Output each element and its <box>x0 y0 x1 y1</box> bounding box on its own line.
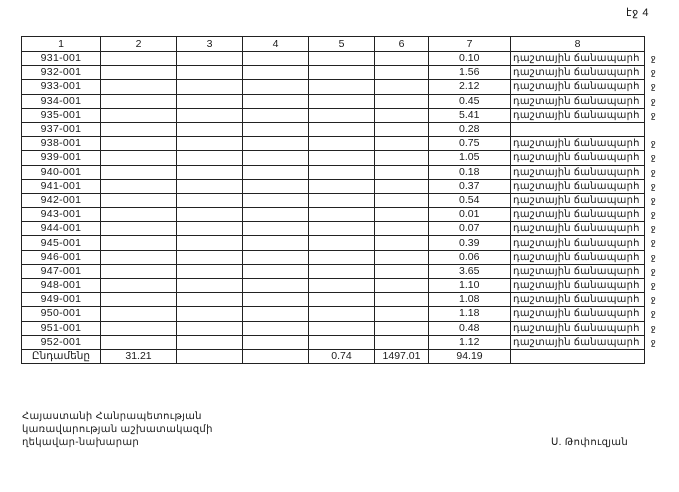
cell-col6 <box>375 264 429 278</box>
cell-col2 <box>101 165 177 179</box>
cell-col5 <box>309 165 375 179</box>
cell-area: 0.48 <box>429 321 511 335</box>
col-header-1: 1 <box>22 37 101 52</box>
cell-col6 <box>375 122 429 136</box>
cell-area: 1.18 <box>429 307 511 321</box>
cell-col6 <box>375 151 429 165</box>
land-use-suffix: ջ <box>650 308 656 319</box>
cell-col5 <box>309 236 375 250</box>
land-use-text: դաշտային ճանապարհ <box>513 194 640 206</box>
col-header-5: 5 <box>309 37 375 52</box>
cell-col6 <box>375 208 429 222</box>
cell-col2 <box>101 307 177 321</box>
cell-col3 <box>177 222 243 236</box>
signatory-title-line2: կառավարության աշխատակազմի <box>22 424 213 435</box>
signatory-title <box>22 410 213 449</box>
cell-parcel-id: 950-001 <box>22 307 101 321</box>
land-table <box>21 36 656 364</box>
land-use-text: դաշտային ճանապարհ <box>513 265 640 277</box>
cell-parcel-id: 952-001 <box>22 335 101 349</box>
cell-col3 <box>177 208 243 222</box>
cell-col3 <box>177 193 243 207</box>
cell-area: 1.56 <box>429 66 511 80</box>
cell-col4 <box>243 179 309 193</box>
cell-col5 <box>309 122 375 136</box>
cell-parcel-id: 931-001 <box>22 52 101 66</box>
cell-land-use <box>511 335 656 349</box>
land-use-suffix: ջ <box>650 180 656 191</box>
cell-col4 <box>243 80 309 94</box>
total-col3 <box>177 349 243 363</box>
signatory-name: Ս. Թոփուզյան <box>551 437 628 448</box>
table-row <box>22 193 645 207</box>
cell-parcel-id: 943-001 <box>22 208 101 222</box>
cell-parcel-id: 934-001 <box>22 94 101 108</box>
cell-col2 <box>101 222 177 236</box>
table-row <box>22 122 645 136</box>
cell-col5 <box>309 137 375 151</box>
cell-parcel-id: 945-001 <box>22 236 101 250</box>
cell-col4 <box>243 52 309 66</box>
cell-col4 <box>243 66 309 80</box>
cell-col2 <box>101 179 177 193</box>
cell-parcel-id: 940-001 <box>22 165 101 179</box>
table-row <box>22 307 645 321</box>
cell-area: 0.75 <box>429 137 511 151</box>
cell-col4 <box>243 222 309 236</box>
cell-col4 <box>243 193 309 207</box>
cell-land-use <box>511 66 656 80</box>
land-use-suffix: ջ <box>650 280 656 290</box>
land-use-suffix: ջ <box>650 53 656 63</box>
cell-area: 0.39 <box>429 236 511 250</box>
cell-col2 <box>101 335 177 349</box>
table-row <box>22 208 645 222</box>
cell-col3 <box>177 264 243 278</box>
land-use-text: դաշտային ճանապարհ <box>513 308 640 320</box>
cell-col6 <box>375 80 429 94</box>
cell-col3 <box>177 179 243 193</box>
land-use-suffix: ջ <box>650 336 656 347</box>
table-row <box>22 321 645 335</box>
land-use-suffix: ջ <box>650 194 656 205</box>
cell-col2 <box>101 236 177 250</box>
cell-col2 <box>101 279 177 293</box>
total-row <box>22 349 645 363</box>
land-use-text: դաշտային ճանապարհ <box>513 180 640 192</box>
land-table-container <box>21 36 656 364</box>
cell-col3 <box>177 307 243 321</box>
land-use-text: դաշտային ճանապարհ <box>513 95 640 107</box>
cell-col4 <box>243 208 309 222</box>
land-use-text: դաշտային ճանապարհ <box>513 138 640 150</box>
cell-land-use <box>511 122 645 136</box>
land-use-text: դաշտային ճանապարհ <box>513 209 640 221</box>
cell-parcel-id: 933-001 <box>22 80 101 94</box>
land-use-text: դաշտային ճանապարհ <box>513 81 640 93</box>
cell-land-use <box>511 307 656 321</box>
cell-land-use <box>511 264 656 278</box>
cell-parcel-id: 949-001 <box>22 293 101 307</box>
cell-col2 <box>101 52 177 66</box>
table-row <box>22 293 645 307</box>
col-header-6: 6 <box>375 37 429 52</box>
cell-col6 <box>375 307 429 321</box>
header-row <box>22 37 645 52</box>
table-row <box>22 151 645 165</box>
cell-col2 <box>101 321 177 335</box>
cell-land-use <box>511 80 656 94</box>
cell-area: 5.41 <box>429 108 511 122</box>
land-use-suffix: ջ <box>650 251 656 262</box>
land-use-text: դաշտային ճանապարհ <box>513 166 640 178</box>
land-use-suffix: ջ <box>650 138 656 149</box>
table-row <box>22 264 645 278</box>
cell-col3 <box>177 321 243 335</box>
cell-land-use <box>511 293 656 307</box>
page-number: էջ 4 <box>626 7 649 19</box>
cell-col3 <box>177 151 243 165</box>
cell-col5 <box>309 222 375 236</box>
cell-area: 0.54 <box>429 193 511 207</box>
cell-col6 <box>375 293 429 307</box>
cell-land-use <box>511 52 656 66</box>
land-use-text: դաշտային ճանապարհ <box>513 53 640 65</box>
cell-col6 <box>375 321 429 335</box>
signatory-title-line1: Հայաստանի Հանրապետության <box>22 411 202 422</box>
cell-col6 <box>375 52 429 66</box>
total-col7: 94.19 <box>429 349 511 363</box>
cell-area: 0.18 <box>429 165 511 179</box>
table-body <box>22 52 656 350</box>
cell-col5 <box>309 279 375 293</box>
cell-col5 <box>309 151 375 165</box>
cell-col2 <box>101 66 177 80</box>
land-use-suffix: ջ <box>650 67 656 78</box>
cell-col4 <box>243 137 309 151</box>
cell-col2 <box>101 108 177 122</box>
table-row <box>22 80 645 94</box>
cell-parcel-id: 935-001 <box>22 108 101 122</box>
table-row <box>22 335 645 349</box>
cell-col2 <box>101 293 177 307</box>
cell-col5 <box>309 80 375 94</box>
land-use-suffix: ջ <box>650 166 656 177</box>
cell-col5 <box>309 193 375 207</box>
cell-col4 <box>243 279 309 293</box>
cell-col4 <box>243 335 309 349</box>
cell-col5 <box>309 94 375 108</box>
land-use-text: դաշտային ճանապարհ <box>513 237 640 249</box>
cell-area: 0.07 <box>429 222 511 236</box>
cell-area: 3.65 <box>429 264 511 278</box>
table-row <box>22 165 645 179</box>
cell-col6 <box>375 279 429 293</box>
cell-col3 <box>177 66 243 80</box>
cell-col3 <box>177 250 243 264</box>
cell-col3 <box>177 52 243 66</box>
table-row <box>22 250 645 264</box>
cell-area: 0.45 <box>429 94 511 108</box>
cell-col2 <box>101 137 177 151</box>
land-use-suffix: ջ <box>650 95 656 106</box>
cell-col6 <box>375 236 429 250</box>
cell-parcel-id: 941-001 <box>22 179 101 193</box>
cell-col5 <box>309 307 375 321</box>
land-use-suffix: ջ <box>650 109 656 120</box>
table-row <box>22 179 645 193</box>
total-col8 <box>511 349 645 363</box>
cell-col5 <box>309 335 375 349</box>
cell-land-use <box>511 179 656 193</box>
cell-col4 <box>243 250 309 264</box>
cell-area: 2.12 <box>429 80 511 94</box>
land-use-suffix: ջ <box>650 81 656 92</box>
col-header-3: 3 <box>177 37 243 52</box>
cell-col6 <box>375 108 429 122</box>
land-use-suffix: ջ <box>650 223 656 234</box>
cell-area: 1.08 <box>429 293 511 307</box>
cell-parcel-id: 951-001 <box>22 321 101 335</box>
cell-land-use <box>511 94 656 108</box>
cell-col3 <box>177 80 243 94</box>
col-header-7: 7 <box>429 37 511 52</box>
cell-col3 <box>177 236 243 250</box>
cell-col4 <box>243 264 309 278</box>
cell-parcel-id: 937-001 <box>22 122 101 136</box>
cell-area: 1.05 <box>429 151 511 165</box>
cell-col3 <box>177 122 243 136</box>
cell-col3 <box>177 108 243 122</box>
land-use-suffix: ջ <box>650 237 656 248</box>
cell-col3 <box>177 94 243 108</box>
land-use-suffix: ջ <box>650 322 656 333</box>
cell-col4 <box>243 307 309 321</box>
total-col6: 1497.01 <box>375 349 429 363</box>
cell-land-use <box>511 321 656 335</box>
land-use-text: դաշտային ճանապարհ <box>513 322 640 334</box>
land-use-suffix: ջ <box>650 152 656 163</box>
cell-area: 0.10 <box>429 52 511 66</box>
cell-col2 <box>101 122 177 136</box>
table-row <box>22 137 645 151</box>
cell-col4 <box>243 151 309 165</box>
cell-col5 <box>309 293 375 307</box>
total-label: Ընդամենը <box>22 349 101 363</box>
col-header-4: 4 <box>243 37 309 52</box>
cell-parcel-id: 932-001 <box>22 66 101 80</box>
cell-col2 <box>101 94 177 108</box>
cell-col6 <box>375 66 429 80</box>
cell-col4 <box>243 108 309 122</box>
cell-land-use <box>511 108 656 122</box>
cell-col4 <box>243 236 309 250</box>
cell-col6 <box>375 335 429 349</box>
cell-col6 <box>375 222 429 236</box>
cell-col2 <box>101 193 177 207</box>
land-use-text: դաշտային ճանապարհ <box>513 67 640 79</box>
cell-land-use <box>511 151 656 165</box>
cell-area: 0.06 <box>429 250 511 264</box>
cell-col5 <box>309 250 375 264</box>
cell-land-use <box>511 236 656 250</box>
table-row <box>22 279 645 293</box>
land-use-suffix: ջ <box>650 265 656 276</box>
total-col5: 0.74 <box>309 349 375 363</box>
col-header-2: 2 <box>101 37 177 52</box>
total-col2: 31.21 <box>101 349 177 363</box>
cell-area: 1.10 <box>429 279 511 293</box>
cell-land-use <box>511 222 656 236</box>
cell-area: 0.37 <box>429 179 511 193</box>
cell-col2 <box>101 80 177 94</box>
cell-col2 <box>101 250 177 264</box>
cell-col5 <box>309 264 375 278</box>
cell-col5 <box>309 208 375 222</box>
cell-parcel-id: 944-001 <box>22 222 101 236</box>
cell-parcel-id: 948-001 <box>22 279 101 293</box>
cell-area: 0.01 <box>429 208 511 222</box>
table-row <box>22 52 645 66</box>
signatory-title-line3: ղեկավար-նախարար <box>22 437 140 448</box>
cell-col3 <box>177 137 243 151</box>
cell-col4 <box>243 94 309 108</box>
land-use-text: դաշտային ճանապարհ <box>513 223 640 235</box>
table-row <box>22 236 645 250</box>
land-use-text: դաշտային ճանապարհ <box>513 336 640 348</box>
cell-col5 <box>309 66 375 80</box>
cell-parcel-id: 946-001 <box>22 250 101 264</box>
table-row <box>22 94 645 108</box>
cell-col2 <box>101 208 177 222</box>
cell-area: 0.28 <box>429 122 511 136</box>
cell-col6 <box>375 94 429 108</box>
land-use-suffix: ջ <box>650 209 656 220</box>
cell-land-use <box>511 279 656 293</box>
land-use-text: դաշտային ճանապարհ <box>513 294 640 306</box>
cell-parcel-id: 939-001 <box>22 151 101 165</box>
cell-col6 <box>375 193 429 207</box>
cell-col5 <box>309 52 375 66</box>
land-use-text: դաշտային ճանապարհ <box>513 280 640 292</box>
cell-col5 <box>309 179 375 193</box>
cell-parcel-id: 938-001 <box>22 137 101 151</box>
col-header-8: 8 <box>511 37 645 52</box>
cell-col4 <box>243 321 309 335</box>
cell-land-use <box>511 208 656 222</box>
land-use-suffix: ջ <box>650 294 656 305</box>
cell-col6 <box>375 137 429 151</box>
cell-parcel-id: 947-001 <box>22 264 101 278</box>
cell-col5 <box>309 108 375 122</box>
cell-land-use <box>511 137 656 151</box>
cell-col3 <box>177 293 243 307</box>
land-use-text: դաշտային ճանապարհ <box>513 152 640 164</box>
cell-col3 <box>177 165 243 179</box>
cell-land-use <box>511 250 656 264</box>
cell-col6 <box>375 179 429 193</box>
cell-col3 <box>177 279 243 293</box>
land-use-text: դաշտային ճանապարհ <box>513 251 640 263</box>
cell-col6 <box>375 250 429 264</box>
cell-land-use <box>511 193 656 207</box>
cell-col2 <box>101 264 177 278</box>
cell-col5 <box>309 321 375 335</box>
cell-col2 <box>101 151 177 165</box>
cell-col3 <box>177 335 243 349</box>
table-row <box>22 108 645 122</box>
cell-area: 1.12 <box>429 335 511 349</box>
cell-col4 <box>243 165 309 179</box>
cell-col4 <box>243 122 309 136</box>
cell-col6 <box>375 165 429 179</box>
land-use-text: դաշտային ճանապարհ <box>513 109 640 121</box>
table-row <box>22 222 645 236</box>
table-row <box>22 66 645 80</box>
total-col4 <box>243 349 309 363</box>
cell-col4 <box>243 293 309 307</box>
cell-land-use <box>511 165 656 179</box>
cell-parcel-id: 942-001 <box>22 193 101 207</box>
